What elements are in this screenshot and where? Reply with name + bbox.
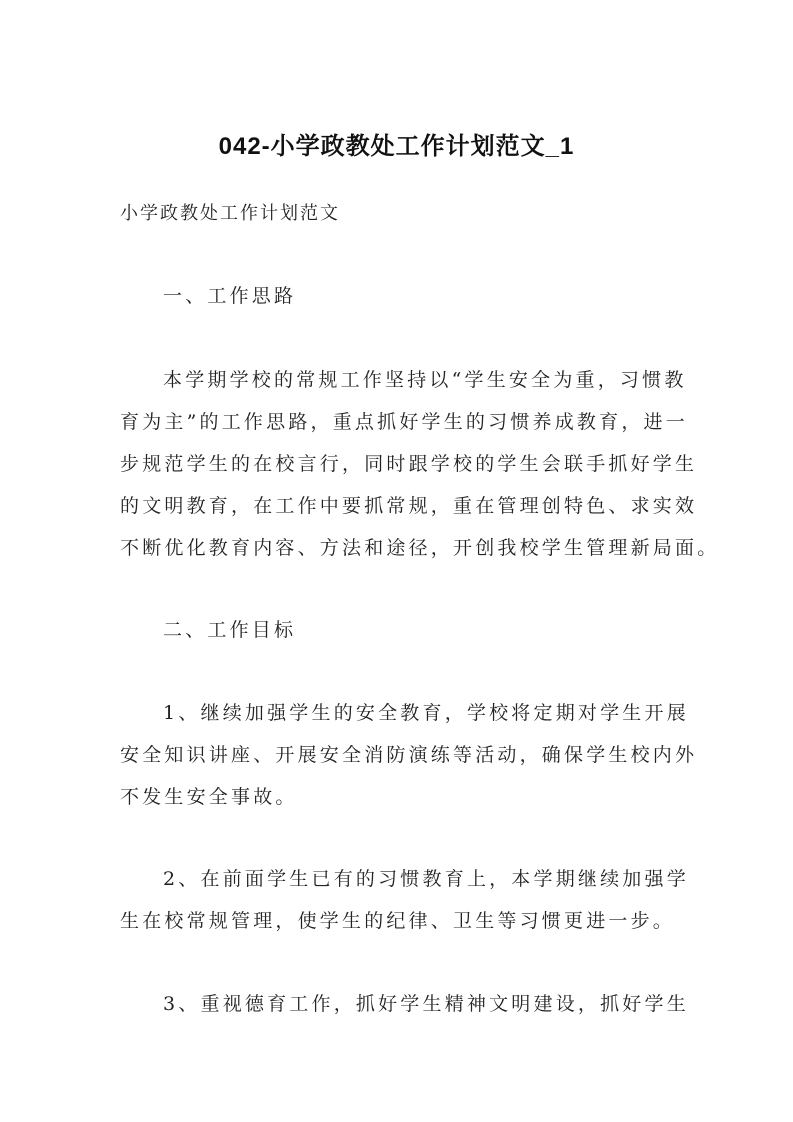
document-title: 042-小学政教处工作计划范文_1 [218, 133, 575, 160]
paragraph-line: 育为主”的工作思路，重点抓好学生的习惯养成教育，进一 [120, 411, 688, 433]
list-item-line: 1、继续加强学生的安全教育，学校将定期对学生开展 [163, 702, 689, 724]
document-subtitle: 小学政教处工作计划范文 [120, 203, 340, 224]
paragraph-line: 不断优化教育内容、方法和途径，开创我校学生管理新局面。 [120, 537, 720, 559]
paragraph-line: 步规范学生的在校言行，同时跟学校的学生会联手抓好学生 [120, 453, 698, 475]
list-item-line: 安全知识讲座、开展安全消防演练等活动，确保学生校内外 [120, 744, 698, 766]
paragraph-line: 的文明教育，在工作中要抓常规，重在管理创特色、求实效 [120, 495, 698, 517]
list-item-line: 不发生安全事故。 [120, 786, 298, 808]
paragraph-line: 本学期学校的常规工作坚持以“学生安全为重，习惯教 [163, 369, 687, 391]
list-item-line: 3、重视德育工作，抓好学生精神文明建设，抓好学生 [163, 993, 689, 1015]
list-item-line: 2、在前面学生已有的习惯教育上，本学期继续加强学 [163, 868, 689, 890]
section-heading-work-goals: 二、工作目标 [163, 619, 297, 641]
list-item-line: 生在校常规管理，使学生的纪律、卫生等习惯更进一步。 [120, 910, 676, 932]
section-heading-work-approach: 一、工作思路 [163, 285, 297, 307]
